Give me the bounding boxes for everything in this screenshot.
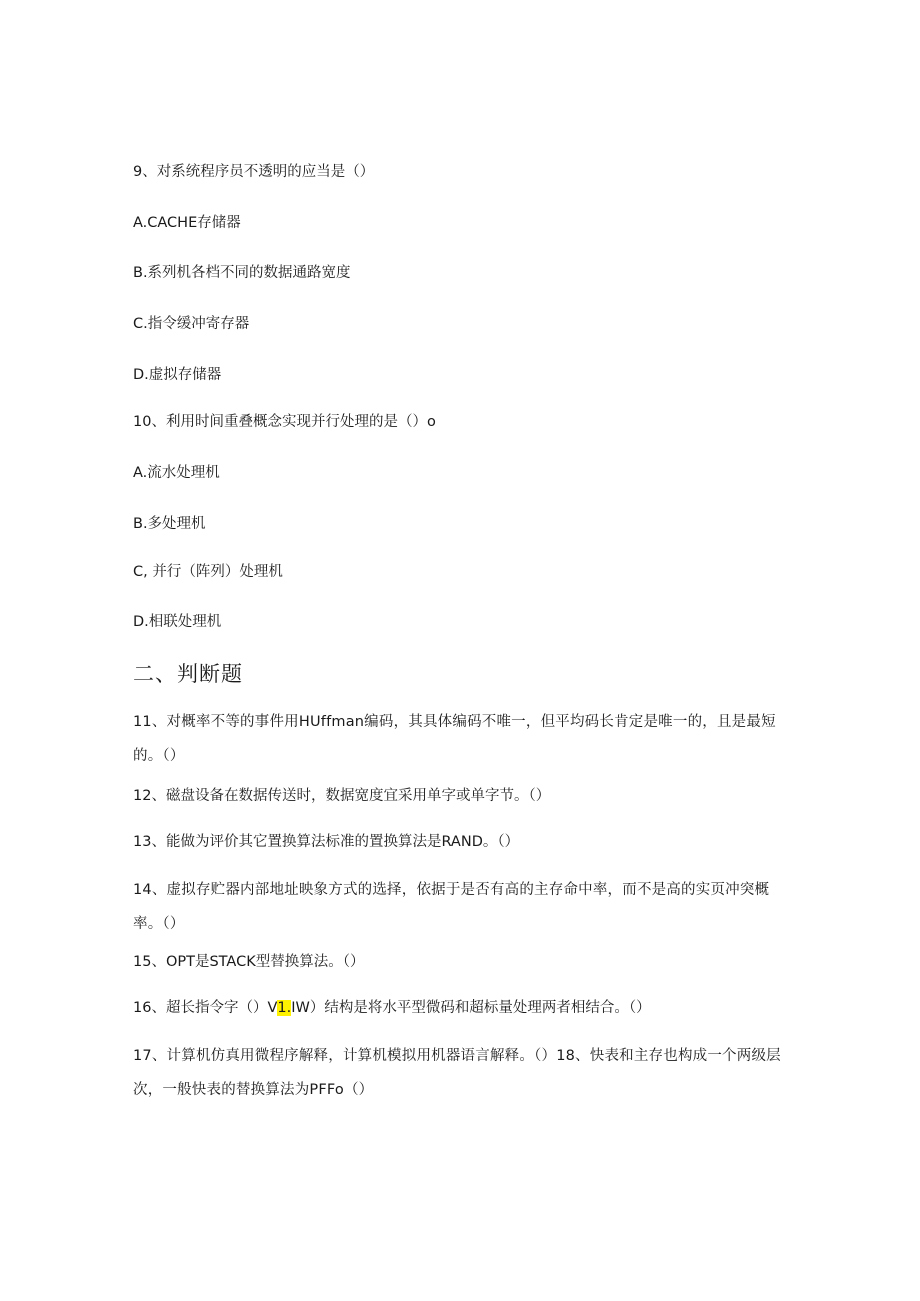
question-16-highlight: 1. [277,1000,292,1016]
question-15: 15、OPT是STACK型替换算法。（） [133,954,365,970]
question-10-option-d: D.相联处理机 [133,614,222,630]
question-9-option-a: A.CACHE存储器 [133,215,241,231]
question-10-option-a: A.流水处理机 [133,465,220,481]
question-16-text-before: 16、超长指令字（）V [133,1000,278,1016]
question-10-option-b: B.多处理机 [133,516,206,532]
section-heading: 二、判断题 [133,662,243,686]
question-12: 12、磁盘设备在数据传送时，数据宽度宜采用单字或单字节。（） [133,788,551,804]
question-16-text-after: IW）结构是将水平型微码和超标量处理两者相结合。（） [291,1000,651,1016]
question-9-option-d: D.虚拟存储器 [133,367,222,383]
question-14: 14、虚拟存贮器内部地址映象方式的选择，依据于是否有高的主存命中率，而不是高的实页冲突概率。（） [133,882,770,932]
question-11: 11、对概率不等的事件用HUffman编码，其具体编码不唯一，但平均码长肯定是唯一的，且是最短的。（） [133,714,776,764]
question-9-option-b: B.系列机各档不同的数据通路宽度 [133,265,351,281]
question-9-stem: 9、对系统程序员不透明的应当是（） [133,164,375,180]
question-9-option-c: C.指令缓冲寄存器 [133,316,250,332]
question-10-stem: 10、利用时间重叠概念实现并行处理的是（）o [133,414,436,430]
question-17-18: 17、计算机仿真用微程序解释，计算机模拟用机器语言解释。（）18、快表和主存也构成一个两级层次，一般快表的替换算法为PFFo（） [133,1048,781,1098]
question-16 [133,998,651,1018]
question-10-option-c: C, 并行（阵列）处理机 [133,564,283,580]
question-13: 13、能做为评价其它置换算法标准的置换算法是RAND。（） [133,834,520,850]
